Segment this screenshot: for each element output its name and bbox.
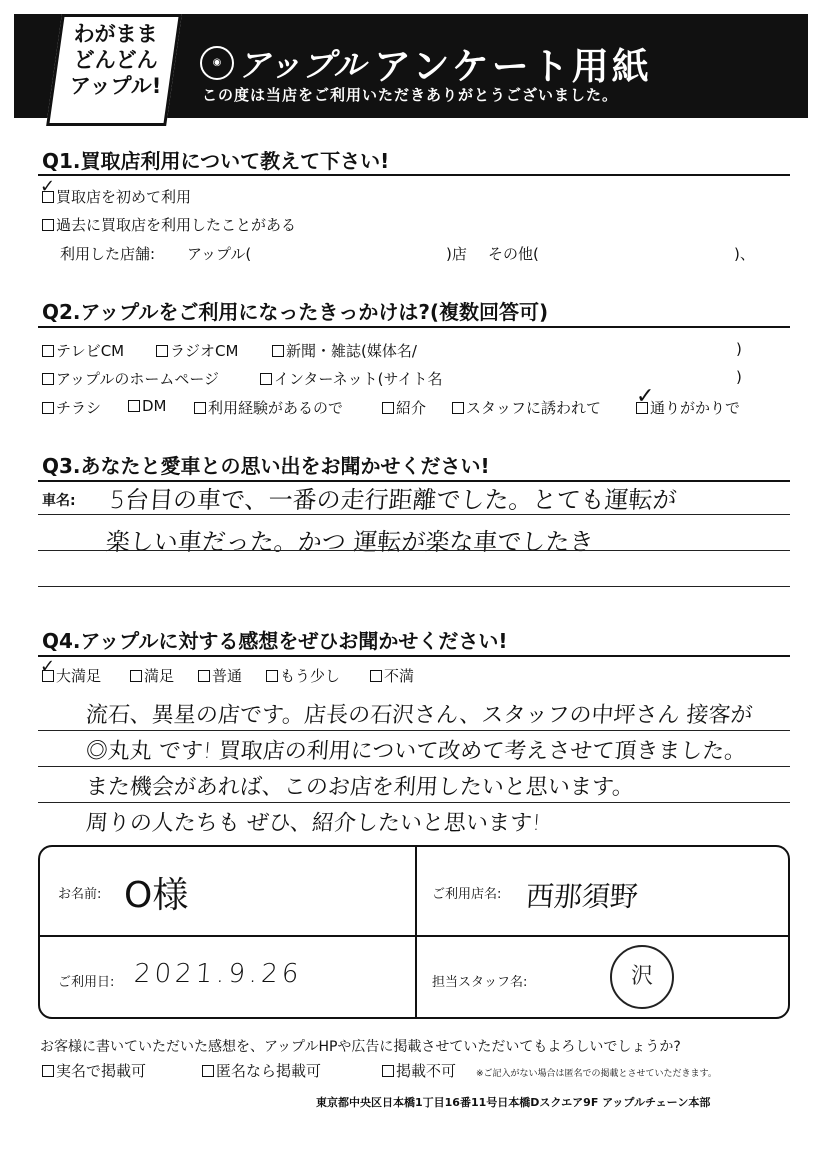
q1-divider — [38, 174, 790, 176]
q4-answer-line-4: 周りの人たちも ぜひ、紹介したいと思います! — [84, 811, 542, 836]
name-label: お名前: — [58, 887, 102, 902]
q3-write-line — [38, 514, 790, 515]
q1-other-label: その他( — [488, 245, 539, 263]
q1-option-first[interactable] — [42, 186, 191, 207]
name-value: O様 — [124, 875, 189, 916]
permission-anonymous-label: 匿名なら掲載可 — [216, 1062, 322, 1080]
q4-rating-normal-label: 普通 — [212, 667, 243, 685]
q2-row2-close: ) — [736, 368, 742, 386]
check-mark-icon: ✓ — [40, 656, 56, 677]
q1-option-first-label: 買取店を初めて利用 — [56, 188, 192, 206]
q2-option-tv[interactable] — [42, 340, 124, 361]
q1-option-past[interactable] — [42, 214, 296, 235]
q4-rating-unsatisfied[interactable] — [370, 665, 414, 686]
q4-answer-line-2: ◎丸丸 です! 買取店の利用について改めて考えさせて頂きました。 — [84, 739, 748, 764]
q2-option-experience[interactable] — [194, 397, 343, 418]
apple-logo-icon: ◉ — [200, 46, 234, 80]
staff-label: 担当スタッフ名: — [432, 975, 528, 990]
q2-option-experience-label: 利用経験があるので — [208, 399, 344, 417]
q2-option-homepage[interactable] — [42, 368, 219, 389]
permission-real-name[interactable] — [42, 1060, 146, 1081]
checkbox-icon[interactable] — [130, 670, 142, 682]
store-label: ご利用店名: — [432, 887, 502, 902]
checkbox-icon[interactable] — [42, 1065, 54, 1077]
q3-car-label: 車名: — [42, 493, 76, 509]
q4-write-line — [38, 766, 790, 767]
checkbox-icon[interactable] — [260, 373, 272, 385]
q3-answer-line-2: 楽しい車だった。かつ 運転が楽な車でしたき — [104, 528, 595, 556]
q2-row1-close: ) — [736, 340, 742, 358]
check-mark-icon: ✓ — [40, 176, 56, 197]
staff-seal-stamp: 沢 — [610, 945, 674, 1009]
q2-option-passing-label: 通りがかりで — [650, 399, 741, 417]
q1-used-store-label: 利用した店舗: — [60, 245, 156, 263]
date-value: 2021.9.26 — [132, 959, 304, 989]
q4-rating-unsatisfied-label: 不満 — [384, 667, 415, 685]
checkbox-icon[interactable] — [370, 670, 382, 682]
permission-real-name-label: 実名で掲載可 — [56, 1062, 147, 1080]
q3-answer-line-1: 5台目の車で、一番の走行距離でした。とても運転が — [108, 486, 678, 514]
q4-rating-very-satisfied-label: 大満足 — [56, 667, 102, 685]
date-label: ご利用日: — [58, 975, 115, 990]
q2-option-staff-label: スタッフに誘われて — [466, 399, 602, 417]
q2-option-radio-label: ラジオCM — [170, 342, 239, 360]
checkbox-icon[interactable] — [42, 402, 54, 414]
q1-store-suffix: )店 — [446, 245, 467, 263]
q1-other-close: )、 — [734, 245, 755, 263]
info-horizontal-divider — [40, 935, 788, 937]
checkbox-icon[interactable] — [452, 402, 464, 414]
q4-rating-bit-more-label: もう少し — [280, 667, 341, 685]
q2-option-internet[interactable] — [260, 368, 442, 389]
q4-rating-satisfied-label: 満足 — [144, 667, 175, 685]
q2-option-dm-label: DM — [142, 397, 167, 415]
q2-option-newspaper-label: 新聞・雑誌(媒体名/ — [286, 342, 417, 360]
checkbox-icon[interactable] — [42, 373, 54, 385]
q2-question: Q2.アップルをご利用になったきっかけは?(複数回答可) — [42, 300, 549, 324]
permission-anonymous[interactable] — [202, 1060, 321, 1081]
permission-question: お客様に書いていただいた感想を、アップルHPや広告に掲載させていただいてもよろしいでしょうか? — [40, 1039, 681, 1055]
check-mark-icon: ✓ — [636, 384, 655, 409]
q2-option-referral-label: 紹介 — [396, 399, 427, 417]
q4-write-line — [38, 730, 790, 731]
q4-write-line — [38, 802, 790, 803]
q2-option-flyer[interactable] — [42, 397, 101, 418]
q1-option-past-label: 過去に買取店を利用したことがある — [56, 216, 297, 234]
q2-option-homepage-label: アップルのホームページ — [56, 370, 220, 388]
q2-option-staff[interactable] — [452, 397, 601, 418]
checkbox-icon[interactable] — [382, 1065, 394, 1077]
checkbox-icon[interactable] — [272, 345, 284, 357]
customer-info-box — [38, 845, 790, 1019]
footer-address: 東京都中央区日本橋1丁目16番11号日本橋Dスクエア9F アップルチェーン本部 — [316, 1096, 711, 1109]
q2-option-dm[interactable] — [128, 397, 167, 415]
q2-option-internet-label: インターネット(サイト名 — [274, 370, 443, 388]
brand-name: アップル — [238, 46, 367, 84]
q4-rating-normal[interactable] — [198, 665, 242, 686]
q4-answer-line-1: 流石、異星の店です。店長の石沢さん、スタッフの中坪さん 接客が — [84, 703, 754, 728]
page-title: アンケート用紙 — [374, 45, 652, 88]
q2-option-newspaper[interactable] — [272, 340, 417, 361]
checkbox-icon[interactable] — [266, 670, 278, 682]
header-banner — [14, 14, 808, 118]
checkbox-icon[interactable] — [42, 219, 54, 231]
checkbox-icon[interactable] — [42, 345, 54, 357]
checkbox-icon[interactable] — [156, 345, 168, 357]
q3-question: Q3.あなたと愛車との思い出をお聞かせください! — [42, 454, 490, 478]
permission-denied-label: 掲載不可 — [396, 1062, 457, 1080]
checkbox-icon[interactable] — [382, 402, 394, 414]
q2-option-radio[interactable] — [156, 340, 238, 361]
permission-note: ※ご記入がない場合は匿名での掲載とさせていただきます。 — [476, 1069, 717, 1079]
q1-apple-label: アップル( — [187, 245, 252, 263]
q2-divider — [38, 326, 790, 328]
q1-question: Q1.買取店利用について教えて下さい! — [42, 149, 390, 173]
q4-question: Q4.アップルに対する感想をぜひお聞かせください! — [42, 629, 508, 653]
q2-option-flyer-label: チラシ — [56, 399, 102, 417]
slogan-text: わがまま どんどん アップル! — [70, 22, 162, 98]
q2-option-referral[interactable] — [382, 397, 426, 418]
checkbox-icon[interactable] — [194, 402, 206, 414]
q2-option-tv-label: テレビCM — [56, 342, 125, 360]
q4-divider — [38, 655, 790, 657]
info-vertical-divider — [415, 847, 417, 1017]
permission-denied[interactable] — [382, 1060, 456, 1081]
store-value: 西那須野 — [524, 880, 640, 913]
q4-rating-bit-more[interactable] — [266, 665, 340, 686]
q4-answer-line-3: また機会があれば、このお店を利用したいと思います。 — [84, 775, 635, 800]
q3-write-line — [38, 586, 790, 587]
q4-rating-satisfied[interactable] — [130, 665, 174, 686]
page-subtitle: この度は当店をご利用いただきありがとうございました。 — [202, 86, 619, 104]
slogan-badge — [46, 14, 182, 126]
checkbox-icon[interactable] — [202, 1065, 214, 1077]
q3-write-line — [38, 550, 790, 551]
checkbox-icon[interactable] — [198, 670, 210, 682]
checkbox-icon[interactable] — [128, 400, 140, 412]
